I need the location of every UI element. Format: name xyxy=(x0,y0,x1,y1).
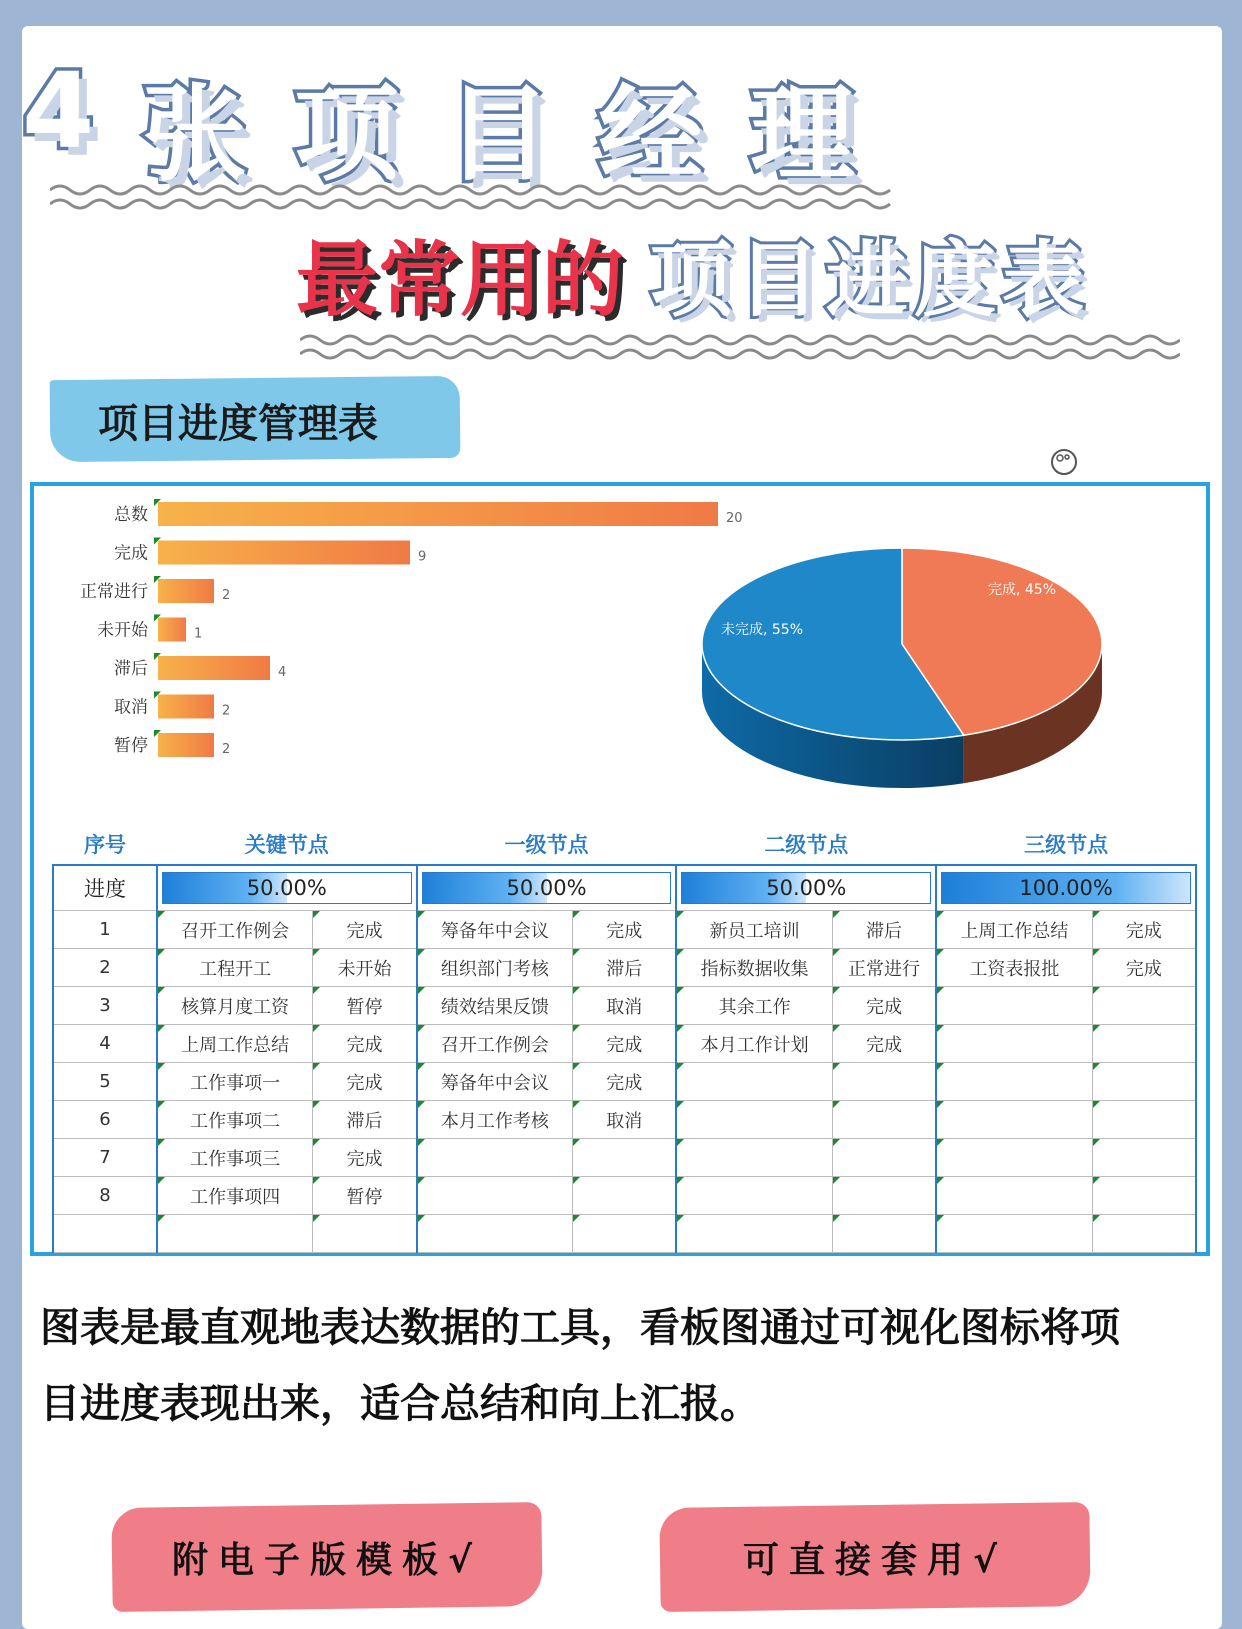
cell-comment-marker xyxy=(158,1025,165,1032)
cell-text: 完成 xyxy=(606,1072,643,1094)
cell-comment-marker xyxy=(573,1101,580,1108)
cell-comment-marker xyxy=(418,987,425,994)
cell-comment-marker xyxy=(158,911,165,918)
cell-comment-marker xyxy=(833,1101,840,1108)
bar-category-label: 总数 xyxy=(114,505,148,525)
title-highlight-blue: 项目进度表 xyxy=(650,232,1091,328)
task-cell[interactable] xyxy=(157,1215,313,1253)
task-cell[interactable] xyxy=(676,1215,832,1253)
cell-text: 本月工作考核 xyxy=(440,1110,549,1132)
table-row xyxy=(53,1101,1196,1139)
bar-value-label: 1 xyxy=(194,626,203,642)
bar-category-label: 取消 xyxy=(114,697,148,718)
progress-cell xyxy=(676,865,936,911)
cell-comment-marker xyxy=(158,1177,165,1184)
cell-text: 完成 xyxy=(866,996,902,1018)
task-cell[interactable] xyxy=(936,1177,1092,1215)
task-cell[interactable] xyxy=(417,1025,573,1063)
task-cell[interactable] xyxy=(157,1177,313,1215)
bar xyxy=(158,733,214,757)
task-cell[interactable] xyxy=(157,1139,313,1177)
status-cell[interactable] xyxy=(1092,1177,1196,1215)
cell-text: 上周工作总结 xyxy=(960,920,1069,942)
cell-text: 完成 xyxy=(1125,958,1162,980)
task-cell[interactable] xyxy=(417,987,573,1025)
cell-comment-marker xyxy=(937,911,944,918)
table-row xyxy=(53,1177,1196,1215)
cell-comment-marker xyxy=(1093,911,1100,918)
cell-comment-marker xyxy=(418,1101,425,1108)
bar xyxy=(158,541,410,565)
status-cell[interactable] xyxy=(313,1025,417,1063)
bar-category-label: 暂停 xyxy=(114,736,148,756)
cell-comment-marker xyxy=(937,987,944,994)
cell-comment-marker xyxy=(833,987,840,994)
row-index[interactable] xyxy=(53,1215,157,1253)
cell-comment-marker xyxy=(833,911,840,918)
status-cell[interactable] xyxy=(1092,949,1196,987)
bar xyxy=(158,695,214,719)
status-cell[interactable] xyxy=(832,911,936,949)
status-cell[interactable] xyxy=(573,949,677,987)
description-line: 目进度表现出来，适合总结和向上汇报。 xyxy=(40,1381,760,1427)
row-index[interactable]: 7 xyxy=(53,1139,157,1177)
cell-comment-marker xyxy=(158,949,165,956)
cell-comment-marker xyxy=(573,1215,580,1222)
status-cell[interactable] xyxy=(313,949,417,987)
bar-value-label: 20 xyxy=(726,511,743,526)
apply-button-label: 可直接套用√ xyxy=(742,1539,1007,1581)
cell-comment-marker xyxy=(313,987,320,994)
cell-text: 滞后 xyxy=(346,1110,383,1132)
cell-text: 完成 xyxy=(606,1034,643,1056)
task-cell[interactable] xyxy=(417,1215,573,1253)
cell-comment-marker xyxy=(313,949,320,956)
magnifier-icon xyxy=(1050,448,1080,478)
cell-comment-marker xyxy=(833,1139,840,1146)
task-cell[interactable] xyxy=(417,1101,573,1139)
status-cell[interactable] xyxy=(1092,1025,1196,1063)
cell-comment-marker xyxy=(313,1101,320,1108)
cell-text: 正常进行 xyxy=(848,958,920,980)
task-cell[interactable] xyxy=(936,949,1092,987)
task-cell[interactable] xyxy=(936,1101,1092,1139)
cell-text: 暂停 xyxy=(346,996,383,1018)
task-cell[interactable] xyxy=(676,1101,832,1139)
progress-value: 50.00% xyxy=(766,876,847,900)
cell-comment-marker xyxy=(937,1215,944,1222)
row-index[interactable]: 1 xyxy=(53,911,157,949)
row-index[interactable]: 5 xyxy=(53,1063,157,1101)
cell-text: 工作事项一 xyxy=(190,1072,281,1094)
status-cell[interactable] xyxy=(832,949,936,987)
cell-comment-marker xyxy=(158,987,165,994)
cell-text: 其余工作 xyxy=(718,996,791,1018)
cell-text: 未开始 xyxy=(337,958,392,980)
bar-value-label: 2 xyxy=(222,742,231,757)
cell-text: 工资表报批 xyxy=(969,958,1060,980)
cell-comment-marker xyxy=(937,1177,944,1184)
cell-text: 完成 xyxy=(1125,920,1162,942)
task-cell[interactable] xyxy=(157,987,313,1025)
cell-text: 滞后 xyxy=(866,920,902,942)
cell-comment-marker xyxy=(677,987,684,994)
cell-text: 工作事项三 xyxy=(190,1148,281,1170)
cell-comment-marker xyxy=(573,1025,580,1032)
task-cell[interactable] xyxy=(157,1063,313,1101)
row-index[interactable]: 3 xyxy=(53,987,157,1025)
status-cell[interactable] xyxy=(832,1139,936,1177)
table-row xyxy=(53,911,1196,949)
cell-comment-marker xyxy=(1093,1063,1100,1070)
bar xyxy=(158,656,270,680)
status-cell[interactable] xyxy=(832,1025,936,1063)
cell-comment-marker xyxy=(1093,1139,1100,1146)
bar-value-label: 2 xyxy=(222,703,231,719)
cell-comment-marker xyxy=(833,1177,840,1184)
status-cell[interactable] xyxy=(1092,1139,1196,1177)
task-cell[interactable] xyxy=(936,911,1092,949)
task-cell[interactable] xyxy=(157,1101,313,1139)
cell-comment-marker xyxy=(677,1025,684,1032)
status-cell[interactable] xyxy=(832,1101,936,1139)
status-cell[interactable] xyxy=(313,1101,417,1139)
task-cell[interactable] xyxy=(417,911,573,949)
progress-label: 进度 xyxy=(53,865,157,911)
title-char: 4 xyxy=(22,50,95,172)
task-cell[interactable] xyxy=(676,987,832,1025)
task-cell[interactable] xyxy=(417,949,573,987)
cell-comment-marker xyxy=(677,1177,684,1184)
cell-comment-marker xyxy=(418,1215,425,1222)
task-cell[interactable] xyxy=(417,1177,573,1215)
task-cell[interactable] xyxy=(157,911,313,949)
cell-text: 绩效结果反馈 xyxy=(440,996,549,1018)
bar-value-label: 4 xyxy=(278,665,287,680)
section-label: 项目进度管理表 xyxy=(98,401,378,447)
cell-text: 本月工作计划 xyxy=(700,1034,809,1056)
cell-comment-marker xyxy=(573,911,580,918)
status-cell[interactable] xyxy=(573,1063,677,1101)
bar xyxy=(158,618,186,642)
task-cell[interactable] xyxy=(157,949,313,987)
cell-text: 筹备年中会议 xyxy=(440,920,549,942)
cell-comment-marker xyxy=(573,1139,580,1146)
cell-comment-marker xyxy=(158,1063,165,1070)
task-cell[interactable] xyxy=(936,1139,1092,1177)
header-level1-node: 一级节点 xyxy=(504,833,589,857)
cell-text: 指标数据收集 xyxy=(700,958,809,980)
cell-comment-marker xyxy=(158,1101,165,1108)
task-cell[interactable] xyxy=(676,1063,832,1101)
progress-table xyxy=(52,824,1197,1253)
table-row xyxy=(53,987,1196,1025)
status-cell[interactable] xyxy=(832,987,936,1025)
cell-text: 取消 xyxy=(606,996,643,1018)
status-cell[interactable] xyxy=(832,1215,936,1253)
cell-comment-marker xyxy=(937,1101,944,1108)
wave-divider-bottom xyxy=(300,330,1180,366)
header-level3-node: 三级节点 xyxy=(1024,833,1109,857)
task-cell[interactable] xyxy=(157,1025,313,1063)
cell-comment-marker xyxy=(1093,1177,1100,1184)
status-cell[interactable] xyxy=(832,1177,936,1215)
status-cell[interactable] xyxy=(573,987,677,1025)
cell-comment-marker xyxy=(313,1177,320,1184)
cell-comment-marker xyxy=(937,1025,944,1032)
cell-comment-marker xyxy=(418,1025,425,1032)
title-char: 项 xyxy=(294,73,399,195)
cell-comment-marker xyxy=(418,1177,425,1184)
progress-value: 50.00% xyxy=(246,876,327,900)
cell-comment-marker xyxy=(1093,949,1100,956)
status-cell[interactable] xyxy=(573,1025,677,1063)
task-cell[interactable] xyxy=(936,1063,1092,1101)
status-cell[interactable] xyxy=(313,1177,417,1215)
pie-label-undone: 未完成, 55% xyxy=(720,622,804,638)
status-cell[interactable] xyxy=(573,1101,677,1139)
task-cell[interactable] xyxy=(936,1025,1092,1063)
status-cell[interactable] xyxy=(313,1063,417,1101)
task-cell[interactable] xyxy=(936,987,1092,1025)
template-button-label: 附电子版模板√ xyxy=(171,1539,482,1581)
status-cell[interactable] xyxy=(313,1139,417,1177)
status-cell[interactable] xyxy=(313,911,417,949)
cell-comment-marker xyxy=(677,1101,684,1108)
cell-comment-marker xyxy=(418,949,425,956)
cell-comment-marker xyxy=(158,1215,165,1222)
status-cell[interactable] xyxy=(1092,911,1196,949)
cell-comment-marker xyxy=(313,1063,320,1070)
cell-text: 完成 xyxy=(346,1072,383,1094)
table-row xyxy=(53,949,1196,987)
apply-button[interactable] xyxy=(660,1505,1090,1609)
cell-comment-marker xyxy=(1093,1215,1100,1222)
bar-category-label: 未开始 xyxy=(97,620,148,641)
table-row xyxy=(53,1025,1196,1063)
task-cell[interactable] xyxy=(417,1139,573,1177)
cell-comment-marker xyxy=(313,1025,320,1032)
cell-comment-marker xyxy=(158,1139,165,1146)
bar-value-label: 2 xyxy=(222,588,231,603)
cell-text: 完成 xyxy=(606,920,643,942)
cell-text: 组织部门考核 xyxy=(440,958,549,980)
task-cell[interactable] xyxy=(417,1063,573,1101)
status-cell[interactable] xyxy=(573,1139,677,1177)
cell-comment-marker xyxy=(677,949,684,956)
table-row xyxy=(53,1215,1196,1253)
cell-comment-marker xyxy=(1093,987,1100,994)
cell-comment-marker xyxy=(418,1139,425,1146)
task-cell[interactable] xyxy=(936,1215,1092,1253)
row-index[interactable]: 2 xyxy=(53,949,157,987)
cell-comment-marker xyxy=(677,1139,684,1146)
cell-text: 暂停 xyxy=(346,1186,383,1208)
wave-divider-top xyxy=(50,180,900,216)
row-index[interactable]: 4 xyxy=(53,1025,157,1063)
task-cell[interactable] xyxy=(676,1139,832,1177)
progress-cell xyxy=(157,865,417,911)
status-cell[interactable] xyxy=(313,987,417,1025)
cell-comment-marker xyxy=(573,949,580,956)
cell-comment-marker xyxy=(677,1063,684,1070)
bar-value-label: 9 xyxy=(418,549,427,565)
description-line: 图表是最直观地表达数据的工具，看板图通过可视化图标将项 xyxy=(40,1305,1120,1351)
status-cell[interactable] xyxy=(573,1215,677,1253)
status-cell[interactable] xyxy=(1092,1063,1196,1101)
header-level2-node: 二级节点 xyxy=(764,833,849,857)
cell-text: 工作事项四 xyxy=(190,1186,281,1208)
header-index: 序号 xyxy=(83,833,126,857)
table-row xyxy=(53,1139,1196,1177)
cell-comment-marker xyxy=(937,949,944,956)
cell-comment-marker xyxy=(833,1215,840,1222)
cell-text: 完成 xyxy=(346,920,383,942)
cell-comment-marker xyxy=(937,1063,944,1070)
cell-comment-marker xyxy=(313,1215,320,1222)
status-cell[interactable] xyxy=(1092,1101,1196,1139)
status-cell[interactable] xyxy=(1092,1215,1196,1253)
cell-text: 召开工作例会 xyxy=(440,1034,549,1056)
progress-cell xyxy=(417,865,677,911)
progress-cell xyxy=(936,865,1196,911)
status-cell[interactable] xyxy=(313,1215,417,1253)
cell-comment-marker xyxy=(313,1139,320,1146)
title-line1 xyxy=(22,50,855,195)
title-char: 经 xyxy=(598,73,703,195)
title-line2 xyxy=(296,218,1090,328)
pie-label-done: 完成, 45% xyxy=(987,582,1057,598)
cell-comment-marker xyxy=(418,1063,425,1070)
cell-comment-marker xyxy=(833,1063,840,1070)
cell-text: 完成 xyxy=(866,1034,902,1056)
cell-text: 工作事项二 xyxy=(190,1110,281,1132)
cell-comment-marker xyxy=(677,911,684,918)
title-char: 目 xyxy=(446,73,551,195)
cell-comment-marker xyxy=(1093,1101,1100,1108)
bar-category-label: 滞后 xyxy=(114,659,148,679)
row-index[interactable]: 8 xyxy=(53,1177,157,1215)
cell-text: 工程开工 xyxy=(199,958,272,980)
status-cell[interactable] xyxy=(573,1177,677,1215)
cell-comment-marker xyxy=(833,949,840,956)
task-cell[interactable] xyxy=(676,1177,832,1215)
task-cell[interactable] xyxy=(676,911,832,949)
cell-comment-marker xyxy=(573,1063,580,1070)
cell-text: 筹备年中会议 xyxy=(440,1072,549,1094)
task-cell[interactable] xyxy=(676,1025,832,1063)
bar xyxy=(158,502,718,526)
template-button[interactable] xyxy=(112,1505,542,1609)
title-char: 张 xyxy=(142,73,247,195)
title-highlight-red: 最常用的 xyxy=(296,232,625,328)
cell-text: 完成 xyxy=(346,1148,383,1170)
description xyxy=(40,1290,1210,1442)
cell-text: 核算月度工资 xyxy=(181,996,290,1018)
cell-comment-marker xyxy=(418,911,425,918)
bar-category-label: 正常进行 xyxy=(80,582,148,602)
table-row xyxy=(53,1063,1196,1101)
cell-comment-marker xyxy=(573,987,580,994)
status-cell[interactable] xyxy=(573,911,677,949)
cell-comment-marker xyxy=(573,1177,580,1184)
status-cell[interactable] xyxy=(832,1063,936,1101)
cell-text: 上周工作总结 xyxy=(181,1034,290,1056)
row-index[interactable]: 6 xyxy=(53,1101,157,1139)
bar xyxy=(158,579,214,603)
cell-comment-marker xyxy=(677,1215,684,1222)
bar-category-label: 完成 xyxy=(114,543,148,564)
cell-comment-marker xyxy=(1093,1025,1100,1032)
task-cell[interactable] xyxy=(676,949,832,987)
progress-value: 100.00% xyxy=(1019,876,1113,900)
cell-comment-marker xyxy=(937,1139,944,1146)
cell-comment-marker xyxy=(833,1025,840,1032)
title-char: 理 xyxy=(750,73,855,195)
cell-text: 召开工作例会 xyxy=(181,920,290,942)
cell-text: 取消 xyxy=(606,1110,643,1132)
cell-text: 滞后 xyxy=(606,958,643,980)
header-key-node: 关键节点 xyxy=(244,833,329,857)
progress-value: 50.00% xyxy=(506,876,587,900)
cell-text: 完成 xyxy=(346,1034,383,1056)
cell-comment-marker xyxy=(313,911,320,918)
status-cell[interactable] xyxy=(1092,987,1196,1025)
dashboard-charts xyxy=(30,482,1210,812)
cell-text: 新员工培训 xyxy=(709,920,800,942)
